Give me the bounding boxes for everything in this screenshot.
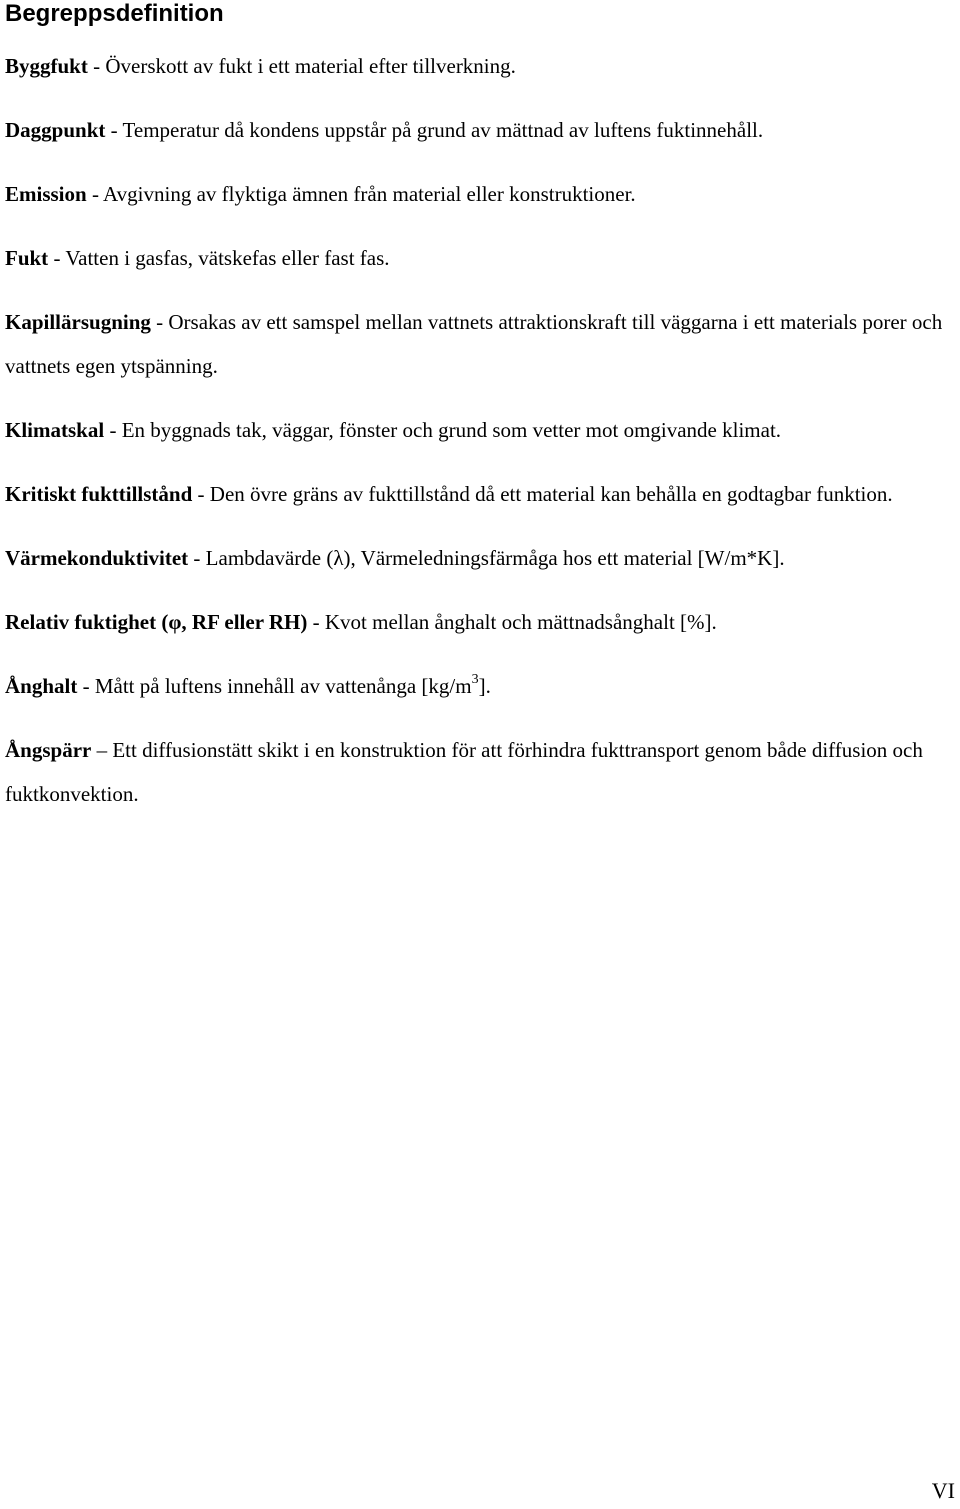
term: Relativ fuktighet (φ, RF eller RH): [5, 610, 308, 634]
term: Kapillärsugning: [5, 310, 151, 334]
definition-text: Kvot mellan ånghalt och mättnadsånghalt [%].: [324, 610, 717, 634]
superscript: 3: [471, 672, 479, 687]
separator: -: [86, 182, 104, 206]
definition-text: En byggnads tak, väggar, fönster och grund som vetter mot omgivande klimat.: [121, 418, 782, 442]
term: Emission: [5, 182, 87, 206]
definition-kapillarsugning: [5, 300, 950, 388]
separator: -: [188, 546, 206, 570]
definition-daggpunkt: [5, 108, 950, 152]
term: Kritiskt fukttillstånd: [5, 482, 193, 506]
separator: -: [192, 482, 210, 506]
definition-fukt: [5, 236, 950, 280]
definition-relativ-fuktighet: [5, 600, 950, 644]
definition-angsparr: [5, 728, 950, 816]
definition-byggfukt: [5, 44, 950, 88]
definition-text-end: ].: [478, 674, 491, 698]
separator: –: [91, 738, 113, 762]
term: Fukt: [5, 246, 49, 270]
page-heading: Begreppsdefinition: [5, 0, 224, 27]
definition-text: Avgivning av flyktiga ämnen från material eller konstruktioner.: [103, 182, 636, 206]
separator: -: [104, 418, 122, 442]
definition-emission: [5, 172, 950, 216]
definition-text: Lambdavärde (λ), Värmeledningsfärmåga hos ett material [W/m*K].: [205, 546, 785, 570]
term: Ångspärr: [5, 738, 92, 762]
term: Ånghalt: [5, 674, 78, 698]
separator: -: [150, 310, 169, 334]
separator: -: [307, 610, 325, 634]
separator: -: [87, 54, 106, 78]
definition-text: Temperatur då kondens uppstår på grund av mättnad av luftens fuktinnehåll.: [122, 118, 764, 142]
separator: -: [48, 246, 66, 270]
definition-text: Ett diffusionstätt skikt i en konstruktion för att förhindra fukttransport genom både diffusion och fuktkonvektion.: [5, 738, 923, 806]
separator: -: [105, 118, 123, 142]
definition-kritiskt-fukttillstand: [5, 472, 950, 516]
separator: -: [77, 674, 95, 698]
definition-text: Vatten i gasfas, vätskefas eller fast fas.: [65, 246, 390, 270]
definition-klimatskal: [5, 408, 950, 452]
definition-varmekonduktivitet: [5, 536, 950, 580]
definition-text: Den övre gräns av fukttillstånd då ett material kan behålla en godtagbar funktion.: [209, 482, 893, 506]
term: Värmekonduktivitet: [5, 546, 189, 570]
definition-text: Överskott av fukt i ett material efter tillverkning.: [105, 54, 516, 78]
term: Byggfukt: [5, 54, 88, 78]
definition-anghalt: [5, 664, 950, 708]
term: Klimatskal: [5, 418, 105, 442]
definition-list: [5, 44, 950, 836]
term: Daggpunkt: [5, 118, 106, 142]
definition-text: Orsakas av ett samspel mellan vattnets attraktionskraft till väggarna i ett materials porer och vattnets egen ytspänning.: [5, 310, 943, 378]
page-number: VI: [931, 1478, 955, 1503]
definition-text: Mått på luftens innehåll av vattenånga [kg/m: [94, 674, 472, 698]
